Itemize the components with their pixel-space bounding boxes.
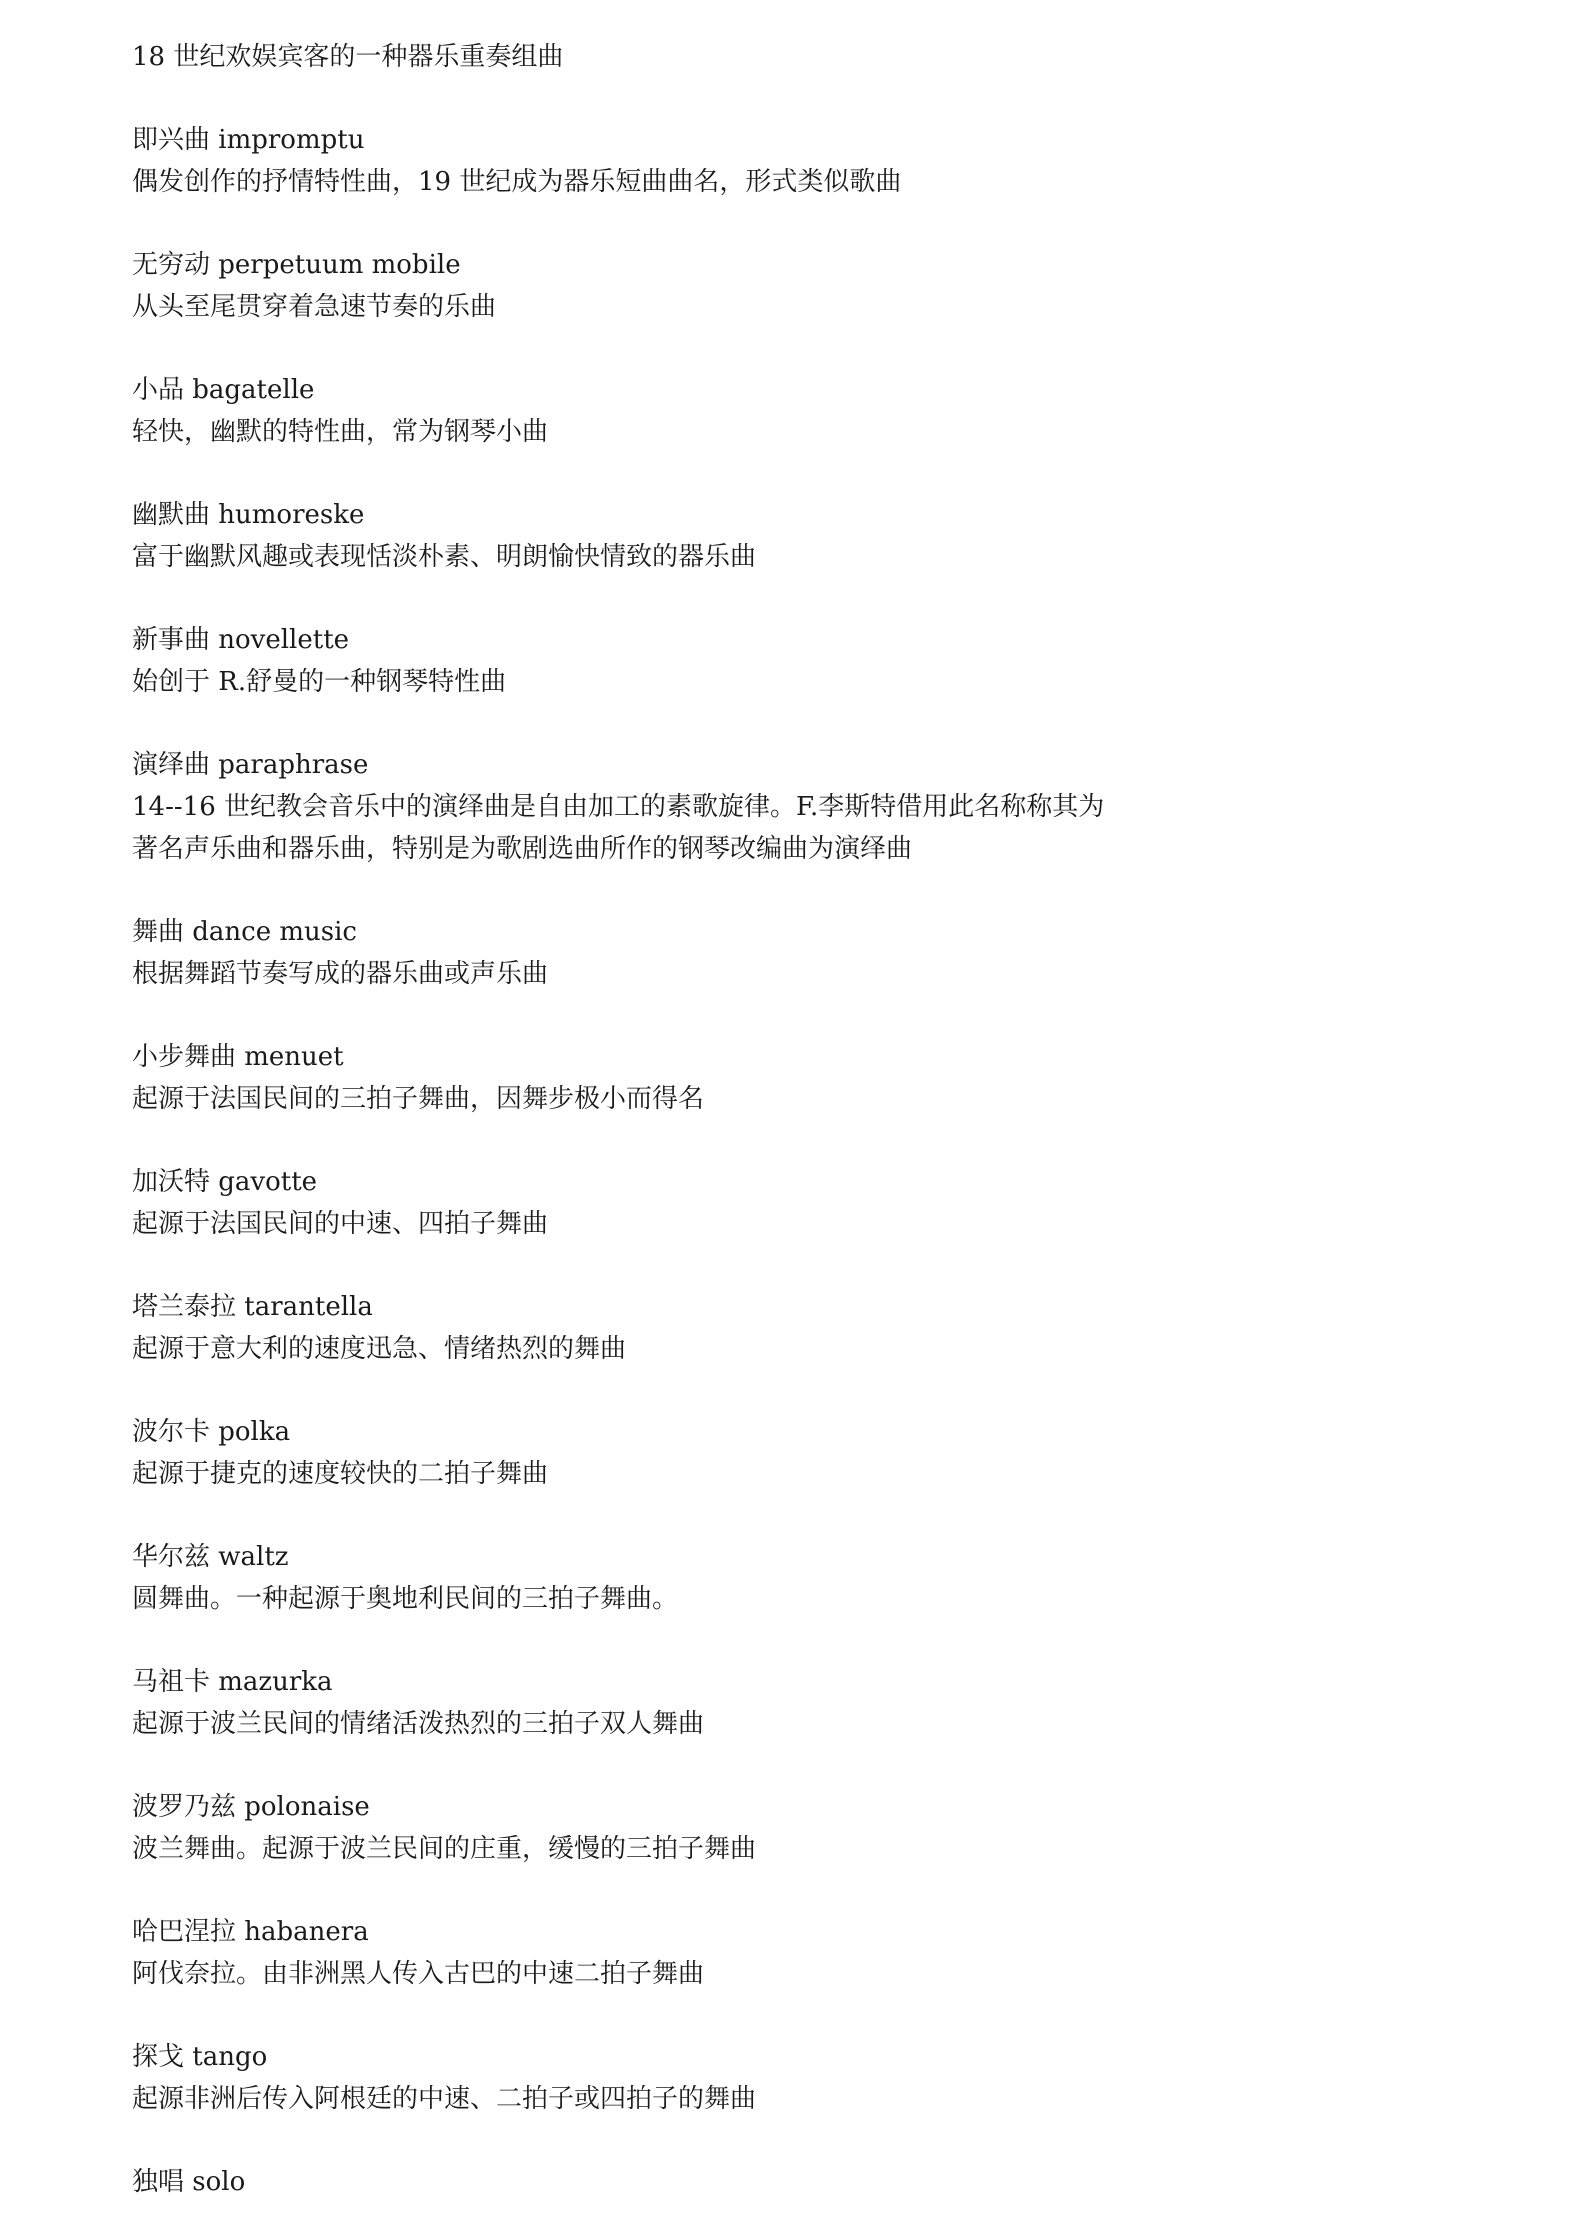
entry-desc: 根据舞蹈节奏写成的器乐曲或声乐曲: [132, 959, 549, 989]
entry-tango: [132, 2036, 1452, 2120]
entry-term: 探戈 tango: [132, 2042, 268, 2072]
entry-perpetuum-mobile: [132, 244, 1452, 328]
entry-term: 无穷动 perpetuum mobile: [132, 250, 461, 280]
entry-desc: 从头至尾贯穿着急速节奏的乐曲: [132, 292, 497, 322]
entry-term: 加沃特 gavotte: [132, 1167, 318, 1197]
entry-desc: 14--16 世纪教会音乐中的演绎曲是自由加工的素歌旋律。F.李斯特借用此名称称其为: [132, 792, 1105, 822]
entry-desc: 起源非洲后传入阿根廷的中速、二拍子或四拍子的舞曲: [132, 2084, 757, 2114]
entry-polka: [132, 1411, 1452, 1495]
entry-term: 塔兰泰拉 tarantella: [132, 1292, 373, 1322]
entry-desc: 著名声乐曲和器乐曲，特别是为歌剧选曲所作的钢琴改编曲为演绎曲: [132, 834, 913, 864]
entry-impromptu: [132, 119, 1452, 203]
entry-term: 哈巴涅拉 habanera: [132, 1917, 369, 1947]
entry-desc: 偶发创作的抒情特性曲，19 世纪成为器乐短曲曲名，形式类似歌曲: [132, 167, 902, 197]
document-page: [132, 36, 1452, 2203]
entry-polonaise: [132, 1786, 1452, 1870]
entry-desc: 起源于捷克的速度较快的二拍子舞曲: [132, 1459, 549, 1489]
entry-term: 演绎曲 paraphrase: [132, 750, 369, 780]
entry-paraphrase: [132, 744, 1452, 870]
entry-mazurka: [132, 1661, 1452, 1745]
entry-dance-music: [132, 911, 1452, 995]
entry-desc: 波兰舞曲。起源于波兰民间的庄重，缓慢的三拍子舞曲: [132, 1834, 757, 1864]
entry-term: 新事曲 novellette: [132, 625, 350, 655]
entry-term: 即兴曲 impromptu: [132, 125, 365, 155]
entry-term: 舞曲 dance music: [132, 917, 357, 947]
entry-humoreske: [132, 494, 1452, 578]
entry-term: 独唱 solo: [132, 2167, 246, 2197]
entry-term: 马祖卡 mazurka: [132, 1667, 333, 1697]
entry-term: 小品 bagatelle: [132, 375, 315, 405]
entry-novellette: [132, 619, 1452, 703]
entry-desc: 始创于 R.舒曼的一种钢琴特性曲: [132, 667, 507, 697]
entry-desc: 起源于波兰民间的情绪活泼热烈的三拍子双人舞曲: [132, 1709, 705, 1739]
entry-desc: 圆舞曲。一种起源于奥地利民间的三拍子舞曲。: [132, 1584, 679, 1614]
entry-term: 波罗乃兹 polonaise: [132, 1792, 370, 1822]
entry-desc: 起源于意大利的速度迅急、情绪热烈的舞曲: [132, 1334, 627, 1364]
entry-habanera: [132, 1911, 1452, 1995]
entry-desc: 起源于法国民间的中速、四拍子舞曲: [132, 1209, 549, 1239]
intro-line: 18 世纪欢娱宾客的一种器乐重奏组曲: [132, 42, 564, 72]
entry-solo: [132, 2161, 1452, 2203]
entry-term: 幽默曲 humoreske: [132, 500, 365, 530]
entry-desc: 富于幽默风趣或表现恬淡朴素、明朗愉快情致的器乐曲: [132, 542, 757, 572]
entry-menuet: [132, 1036, 1452, 1120]
entry-term: 波尔卡 polka: [132, 1417, 291, 1447]
entry-term: 华尔兹 waltz: [132, 1542, 289, 1572]
entry-term: 小步舞曲 menuet: [132, 1042, 344, 1072]
entry-desc: 阿伐奈拉。由非洲黑人传入古巴的中速二拍子舞曲: [132, 1959, 705, 1989]
entry-waltz: [132, 1536, 1452, 1620]
entry-desc: 轻快，幽默的特性曲，常为钢琴小曲: [132, 417, 549, 447]
entry-gavotte: [132, 1161, 1452, 1245]
entry-desc: 起源于法国民间的三拍子舞曲，因舞步极小而得名: [132, 1084, 705, 1114]
entry-tarantella: [132, 1286, 1452, 1370]
entry-bagatelle: [132, 369, 1452, 453]
